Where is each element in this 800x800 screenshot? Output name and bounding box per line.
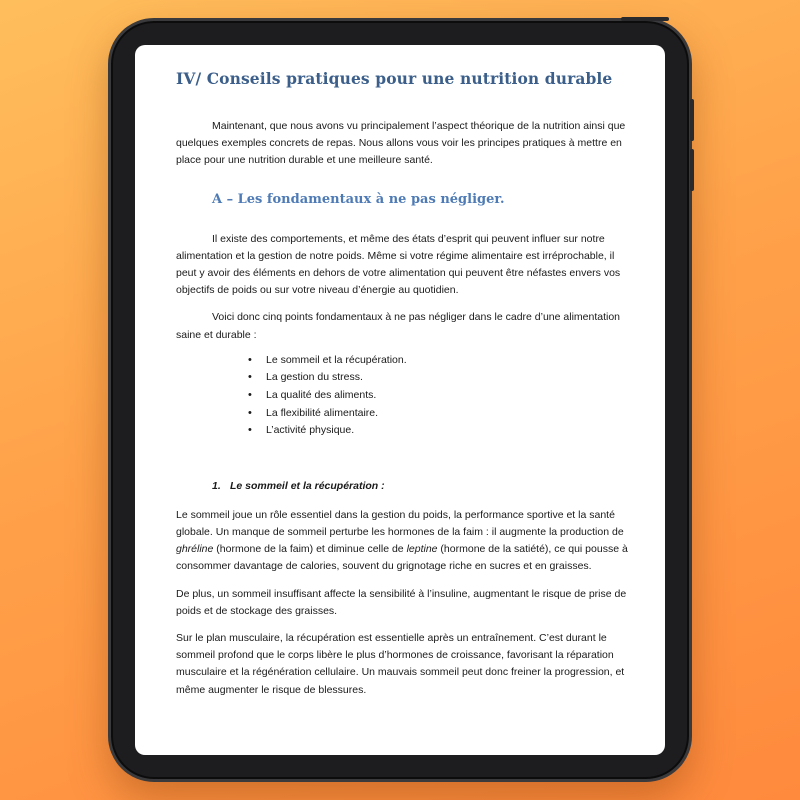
power-button (621, 17, 669, 21)
list-item: • La flexibilité alimentaire. (248, 405, 636, 423)
point-heading (212, 478, 636, 495)
section-title: IV/ Conseils pratiques pour une nutrition durable (176, 69, 613, 88)
subsection-title: A – Les fondamentaux à ne pas négliger. (212, 191, 505, 207)
paragraph-five-points: Voici donc cinq points fondamentaux à ne pas négliger dans le cadre d’une alimentation saine et durable : (176, 311, 621, 341)
fundamentals-list (248, 352, 636, 440)
sleep-text-2: (hormone de la faim) et diminue celle de (213, 543, 407, 556)
insulin-paragraph: De plus, un sommeil insuffisant affecte la sensibilité à l’insuline, augmentant le risque de prise de poids et de stockage des graisses. (176, 587, 627, 617)
list-item: • La gestion du stress. (248, 369, 636, 387)
list-item: • L’activité physique. (248, 422, 636, 440)
volume-down-button (690, 149, 694, 191)
list-item: • La qualité des aliments. (248, 387, 636, 405)
volume-up-button (690, 99, 694, 141)
point-number: 1. (212, 479, 221, 492)
sleep-paragraph (176, 507, 636, 576)
intro-paragraph: Maintenant, que nous avons vu principalement l’aspect théorique de la nutrition ainsi que quelques exemples concrets de repas. Nous allons vous voir les principes pratiques à mettre en place pour une nutrition durable et une meilleure santé. (176, 120, 626, 167)
tablet-device (108, 18, 692, 782)
document-page (176, 69, 636, 709)
ghreline-term: ghréline (176, 543, 214, 556)
leptine-term: leptine (406, 543, 438, 556)
paragraph-behaviours: Il existe des comportements, et même des états d’esprit qui peuvent influer sur notre alimentation et la gestion de notre poids. Même si votre régime alimentaire est irréprochable, il peut y avoir des éléments en dehors de votre alimentation qui peuvent être néfastes envers vos objectifs de poids ou sur votre niveau d’énergie au quotidien. (176, 232, 621, 297)
tablet-screen[interactable] (135, 45, 665, 755)
muscle-paragraph: Sur le plan musculaire, la récupération est essentielle après un entraînement. C’est durant le sommeil profond que le corps libère le plus d’hormones de croissance, favorisant la réparation musculaire et la régénération cellulaire. Un mauvais sommeil peut donc freiner la progression, et même augmenter le risque de blessures. (176, 632, 625, 696)
point-title: Le sommeil et la récupération : (230, 479, 385, 492)
sleep-text-3: (hormone de la satiété), ce qui pousse à consommer davantage de calories, souvent du grignotage riche en sucres et en graisses. (176, 543, 628, 573)
sleep-text-1: Le sommeil joue un rôle essentiel dans la gestion du poids, la performance sportive et la santé globale. Un manque de sommeil perturbe les hormones de la faim : il augmente la production de (176, 508, 624, 538)
list-item: • Le sommeil et la récupération. (248, 352, 636, 370)
